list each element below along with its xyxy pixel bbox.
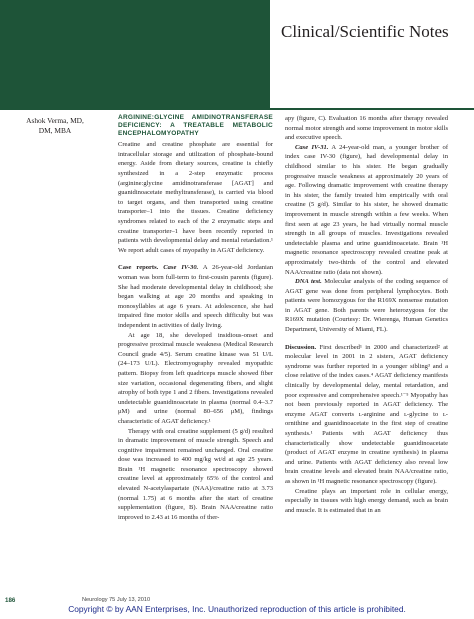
case1-text: A 26-year-old Jordanian woman was born full-term to first-cousin parents (figure). She had moderate developmental delay in childhood; she began walking at age 20 months and speaking in monosyllables at age 6 years. At adolescence, she had impaired fine motor skills and speech difficulty but was independent in activities of daily living. [118, 264, 273, 329]
header-rule [270, 108, 474, 110]
case-reports-heading: Case reports. [118, 264, 159, 272]
case1-continuation: apy (figure, C). Evaluation 16 months after therapy revealed normal motor strength and some improvement in motor skills and executive speech. [285, 115, 448, 142]
case-report-paragraph [118, 263, 273, 330]
journal-citation: Neurology 75 July 13, 2010 [82, 597, 151, 603]
case1-paragraph-2: At age 18, she developed insidious-onset and progressive proximal muscle weakness (Medical Research Council grade 4/5). Serum creatine kinase was 51 U/L (24–173 U/L). Electromyography revealed myopathic pattern. Biopsy from left quadriceps muscle showed fiber size variation, occasional degenerating fibers, and slight atrophy of both type 1 and 2 fibers. Investigations revealed undetectable guanidinoacetate in plasma (normal 0.4–3.7 μM) and urine (normal 80–656 μM), findings characteristic of AGAT deficiency.¹ [118, 331, 273, 425]
copyright-notice: Copyright © by AAN Enterprises, Inc. Unauthorized reproduction of this article is prohibited. [68, 604, 406, 614]
text-column-right [285, 114, 448, 515]
case1-label: Case IV-30. [163, 264, 199, 272]
text-column-left [118, 114, 273, 522]
final-paragraph: Creatine plays an important role in cellular energy, especially in tissues with high energy demand, such as brain and muscle. It is estimated that in an [285, 487, 448, 514]
dna-text: Molecular analysis of the coding sequence of AGAT gene was done from peripheral lymphocytes. Both patients were homozygous for the R169X nonsense mutation in AGAT gene. Both parents were heterozygous for the R169X mutation (Courtesy: Dr. Wierenga, Human Genetics Department, University of Miami, FL). [285, 278, 448, 334]
dna-label: DNA test. [295, 278, 322, 286]
dna-paragraph [285, 277, 448, 335]
author-block [4, 116, 106, 135]
page-number: 186 [5, 597, 16, 604]
article-title: ARGININE:GLYCINE AMIDINOTRANSFERASE DEFICIENCY: A TREATABLE METABOLIC ENCEPHALOMYOPATHY [118, 114, 273, 138]
author-name: Ashok Verma, MD, [26, 116, 84, 125]
case2-text: A 24-year-old man, a younger brother of index case IV-30 (figure), had developmental delay in childhood similar to his sister. He began gradually progressive muscle weakness at approximately 20 years of age. Following dramatic improvement with creatine therapy in his sister, the family treated him empirically with oral creatine (5 g/d). Similar to his sister, he showed dramatic improvement in muscle strength within a few weeks. When first seen at age 23 years, he had virtually normal muscle strength in all groups of muscles. Investigations revealed undetectable plasma and urine guanidinoacetate. Brain ¹H magnetic resonance spectroscopy revealed creatine peak at approximately two-thirds of the control and elevated NAA/creatine ratio (data not shown). [285, 143, 448, 276]
discussion-label: Discussion. [285, 343, 317, 351]
header-color-block [0, 0, 270, 110]
case2-paragraph [285, 143, 448, 277]
case1-paragraph-3: Therapy with oral creatine supplement (5 g/d) resulted in dramatic improvement of muscle strength. Speech and cognitive impairment remained unchanged. Oral creatine dose was increased to 400 mg/kg wt/d at age 25 years. Brain ¹H magnetic resonance spectroscopy showed creatine level at approximately 65% of the control and elevated N-acetylaspartate (NAA)/creatine ratio at 3.73 (normal 1.75) at 6 months after the start of creatine supplementation (figure, B). Brain NAA/creatine ratio improved to 2.43 at 16 months of ther- [118, 427, 273, 521]
author-degrees: DM, MBA [38, 125, 72, 135]
section-title: Clinical/Scientific Notes [281, 22, 449, 41]
discussion-text: First described¹ in 2000 and characterized² at molecular level in 2001 in 2 sisters, AGAT deficiency syndrome was further reported in a younger sibling³ and a close relative of the index cases.⁴ AGAT deficiency manifests clinically by developmental delay, mental retardation, and poor expressive and comprehensive speech.¹⁻⁵ Myopathy has not been previously reported in AGAT deficiency. The enzyme AGAT converts ʟ-arginine and ʟ-glycine to ʟ-ornithine and guanidinoacetate in the first step of creatine synthesis.¹ Patients with AGAT deficiency thus characteristically show undetectable guanidinoacetate (product of AGAT enzyme in creatine synthesis) in plasma and urine. Patients with AGAT deficiency also reveal low brain creatine levels and elevated brain NAA/creatine ratio, as shown in ¹H magnetic resonance spectroscopy (figure). [285, 343, 448, 485]
case2-label: Case IV-31. [295, 143, 329, 151]
intro-paragraph: Creatine and creatine phosphate are essential for intracellular storage and utilization of phosphate-bound energy. Aside from dietary sources, creatine is chiefly synthesized in a 2-step enzymatic process (arginine:glycine amidinotransferase [AGAT] and guanidinoacetate methyltransferase), is carried via blood to target organs, and then transported using creatine transporter–1 into the tissues. Creatine deficiency syndromes related to each of the 2 enzymatic steps and creatine transporter–1 have been recently reported in patients with developmental delay and mental retardation.¹ We report adult cases of myopathy in AGAT deficiency. [118, 141, 273, 254]
discussion-paragraph [285, 343, 448, 487]
